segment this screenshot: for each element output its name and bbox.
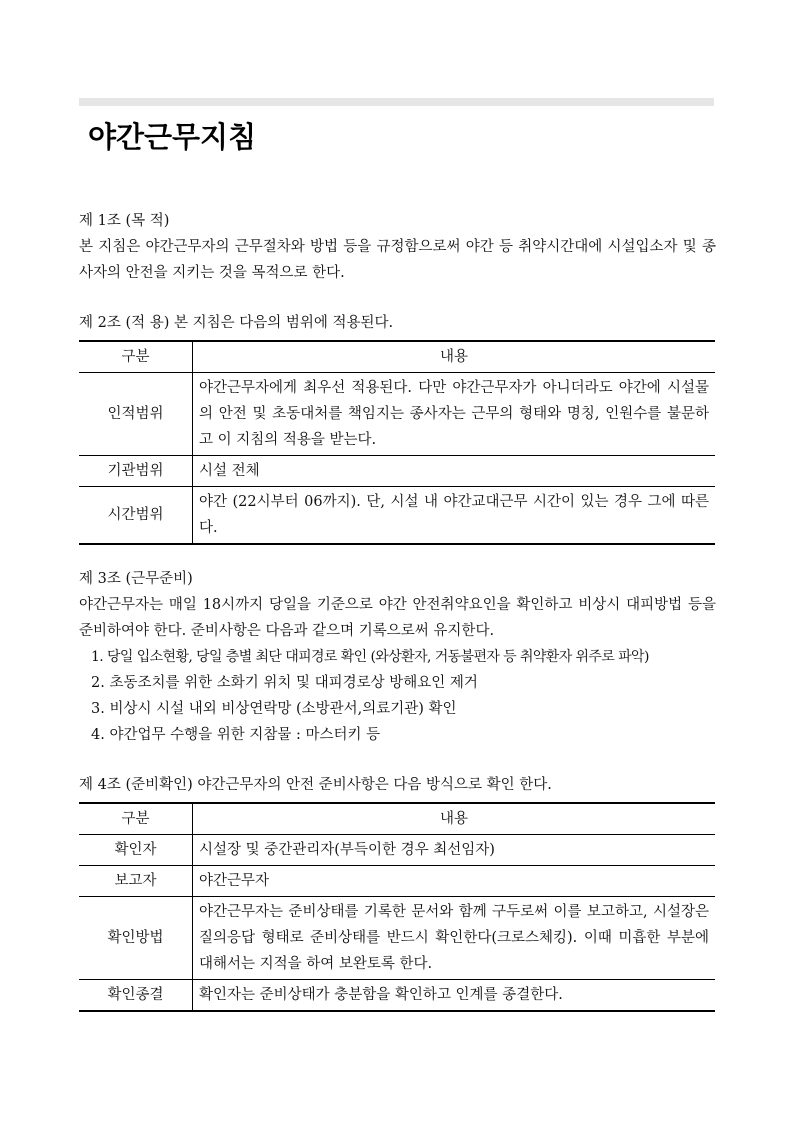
table-header-row — [79, 803, 715, 835]
list-item: 3. 비상시 시설 내외 비상연락망 (소방관서,의료기관) 확인 — [91, 701, 457, 717]
row-content: 야간근무자 — [193, 866, 716, 897]
header-rule — [79, 98, 714, 106]
table-row — [79, 456, 715, 487]
row-content: 시설 전체 — [193, 456, 716, 487]
table-row — [79, 487, 715, 545]
confirmation-table — [79, 802, 715, 1012]
row-label: 시간범위 — [79, 487, 193, 545]
table-header-content: 내용 — [193, 803, 716, 835]
row-content: 야간근무자에게 최우선 적용된다. 다만 야간근무자가 아니더라도 야간에 시설물의 안전 및 초동대처를 책임지는 종사자는 근무의 형태와 명칭, 인원수를 불문하고 이 지침의 적용을 받는다. — [193, 373, 716, 456]
list-item: 2. 초동조치를 위한 소화기 위치 및 대피경로상 방해요인 제거 — [91, 675, 478, 691]
row-label: 확인자 — [79, 835, 193, 866]
table-header-content: 내용 — [193, 341, 716, 373]
row-content: 야간 (22시부터 06까지). 단, 시설 내 야간교대근무 시간이 있는 경우 그에 따른다. — [193, 487, 716, 545]
row-label: 확인방법 — [79, 897, 193, 980]
table-row — [79, 835, 715, 866]
row-label: 인적범위 — [79, 373, 193, 456]
row-label: 보고자 — [79, 866, 193, 897]
scope-table — [79, 340, 715, 545]
preparation-list — [79, 644, 716, 748]
row-label: 기관범위 — [79, 456, 193, 487]
row-content: 확인자는 준비상태가 충분함을 확인하고 인계를 종결한다. — [193, 980, 716, 1012]
article-3-text: 야간근무자는 매일 18시까지 당일을 기준으로 야간 안전취약요인을 확인하고 비상시 대피방법 등을 준비하여야 한다. 준비사항은 다음과 같으며 기록으로써 유지한다. — [79, 597, 716, 639]
document-body — [79, 208, 716, 1012]
table-row — [79, 373, 715, 456]
table-row — [79, 980, 715, 1012]
article-2-heading: 제 2조 (적 용) 본 지침은 다음의 범위에 적용된다. — [79, 315, 394, 331]
table-header-row — [79, 341, 715, 373]
table-row — [79, 866, 715, 897]
article-1-heading: 제 1조 (목 적) — [79, 213, 170, 229]
row-content: 야간근무자는 준비상태를 기록한 문서와 함께 구두로써 이를 보고하고, 시설장은 질의응답 형태로 준비상태를 반드시 확인한다(크로스체킹). 이때 미흡한 부분에 대해서는 지적을 하여 보완토록 한다. — [193, 897, 716, 980]
article-3-heading: 제 3조 (근무준비) — [79, 571, 193, 587]
table-header-category: 구분 — [79, 341, 193, 373]
list-item: 1. 당일 입소현황, 당일 층별 최단 대피경로 확인 (와상환자, 거동불편자 등 취약환자 위주로 파악) — [91, 649, 649, 665]
article-4-heading: 제 4조 (준비확인) 야간근무자의 안전 준비사항은 다음 방식으로 확인 한다. — [79, 777, 552, 793]
row-label: 확인종결 — [79, 980, 193, 1012]
row-content: 시설장 및 중간관리자(부득이한 경우 최선임자) — [193, 835, 716, 866]
table-row — [79, 897, 715, 980]
document-title: 야간근무지침 — [88, 120, 257, 154]
article-1-text: 본 지침은 야간근무자의 근무절차와 방법 등을 규정함으로써 야간 등 취약시간대에 시설입소자 및 종사자의 안전을 지키는 것을 목적으로 한다. — [79, 239, 716, 281]
list-item: 4. 야간업무 수행을 위한 지참물 : 마스터키 등 — [91, 727, 381, 743]
table-header-category: 구분 — [79, 803, 193, 835]
